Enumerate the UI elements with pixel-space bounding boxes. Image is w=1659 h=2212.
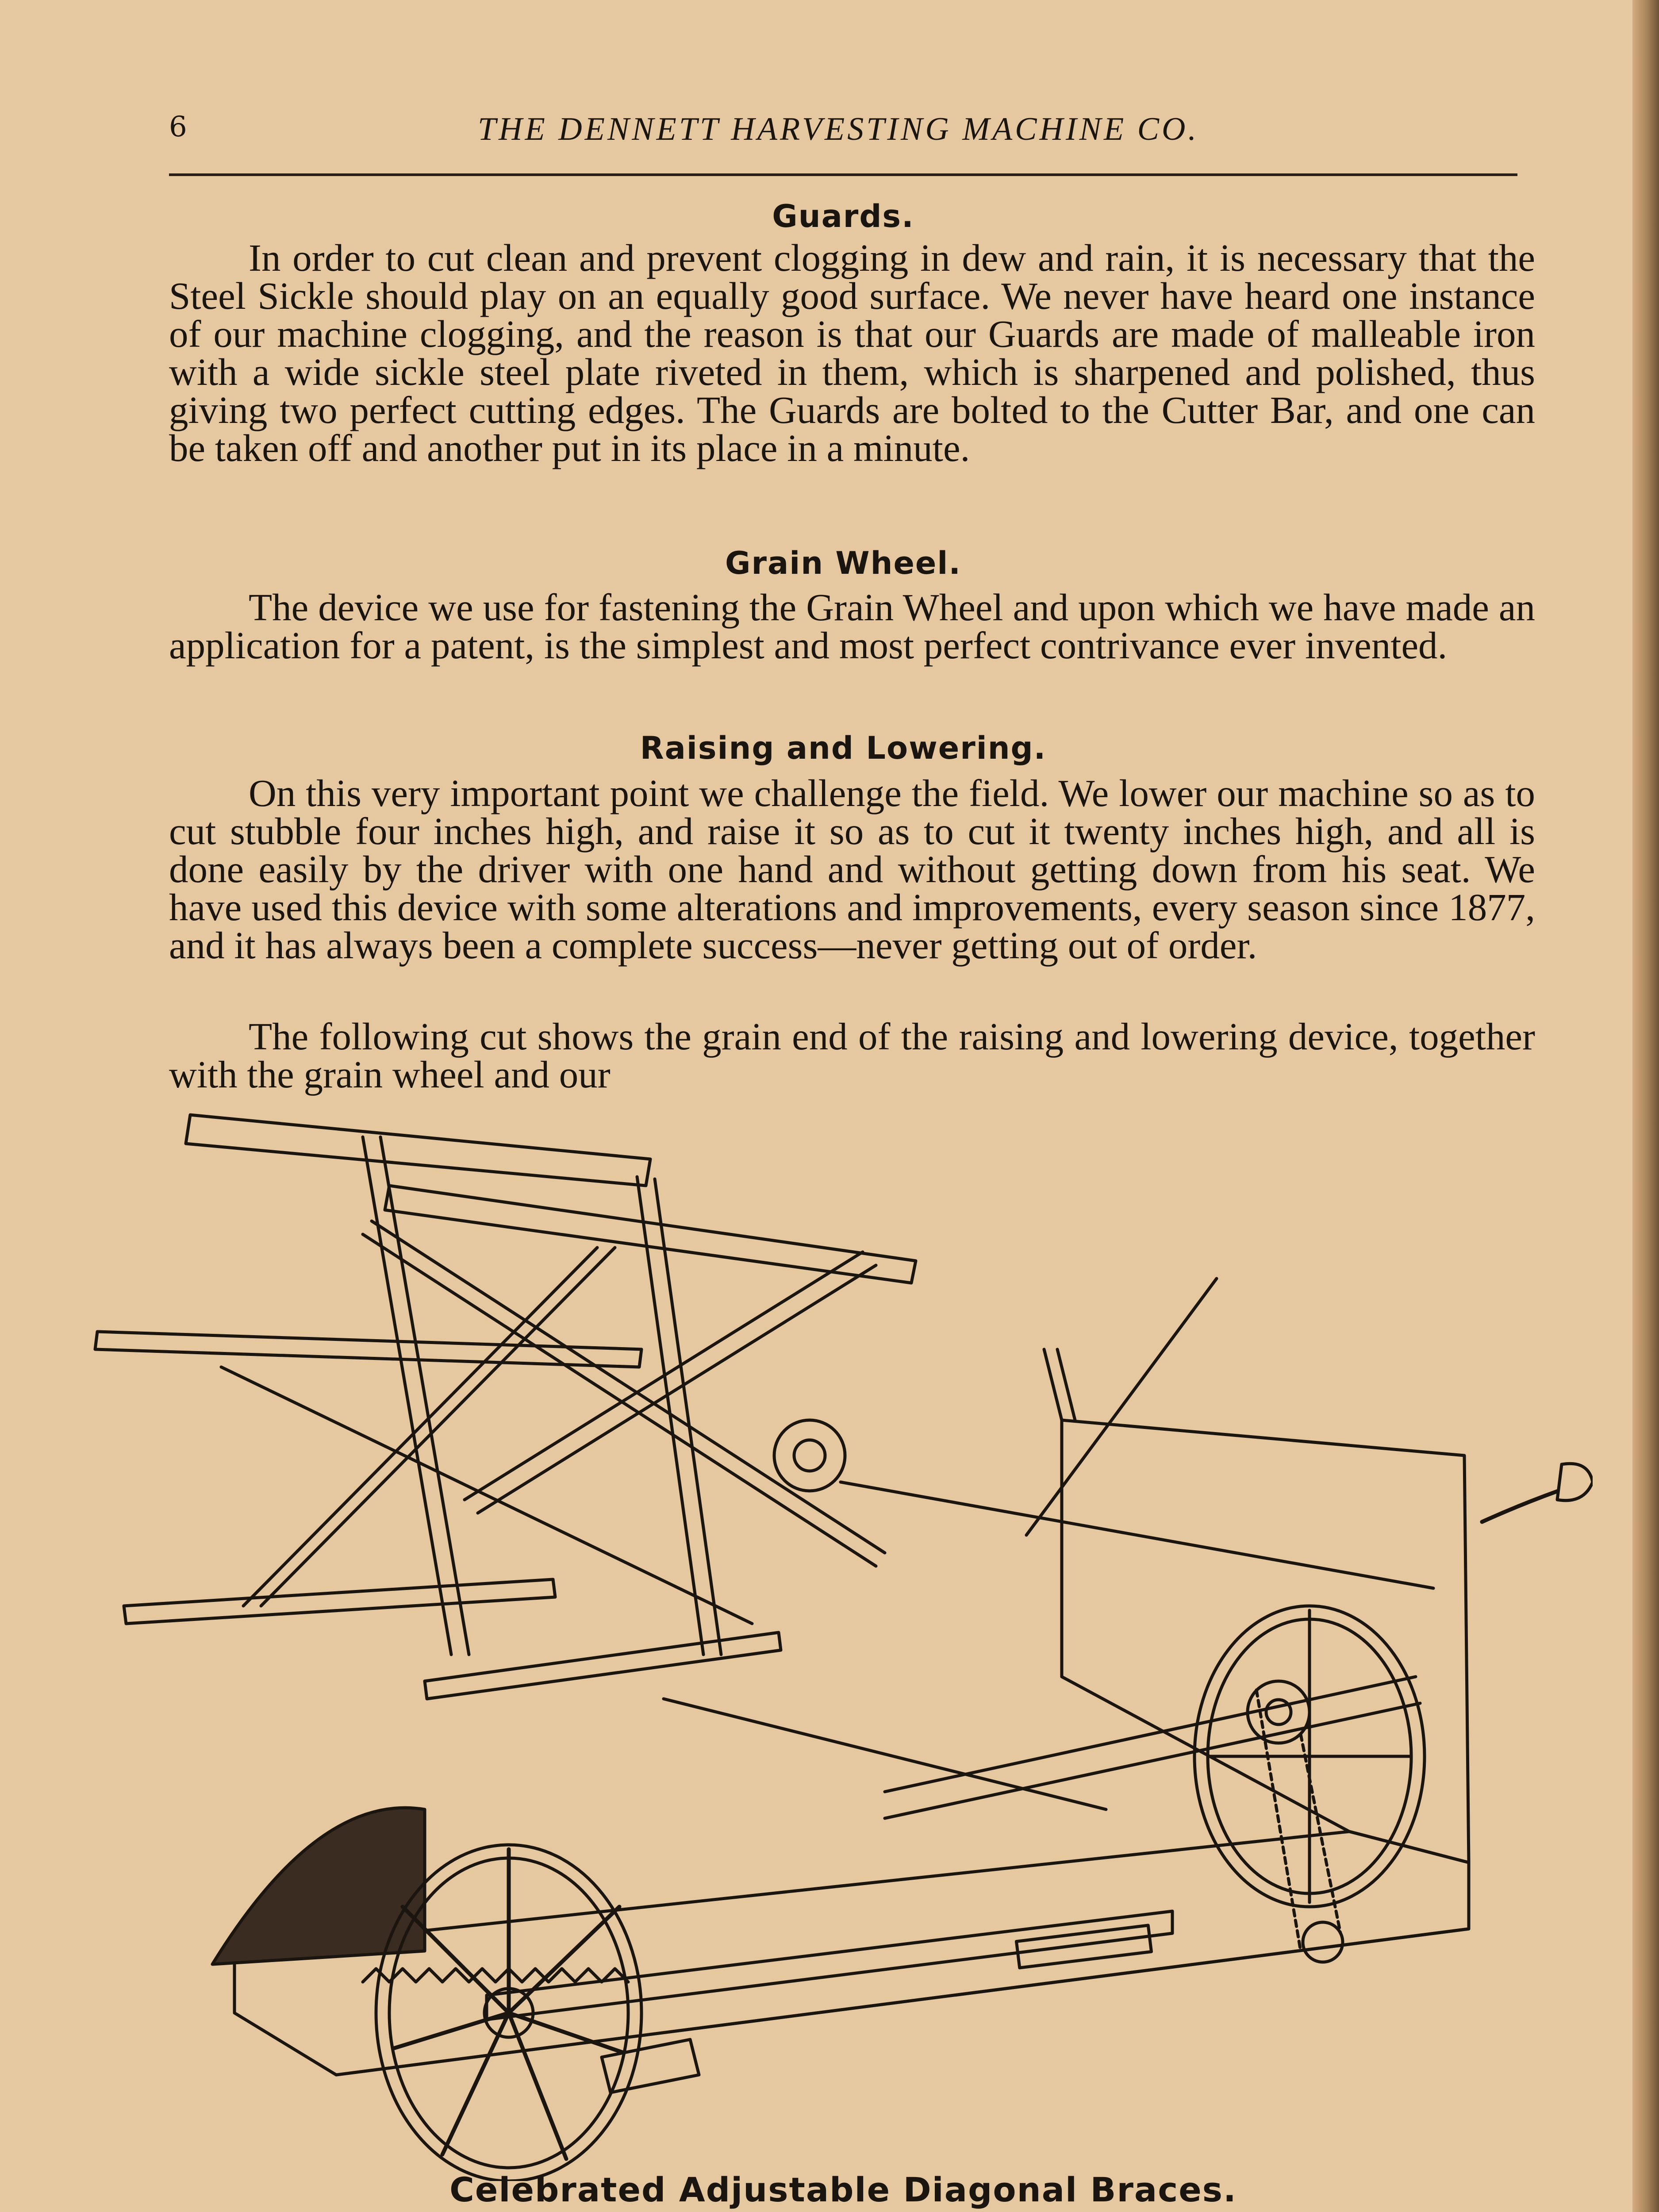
header-rule [169, 173, 1517, 176]
paragraph-grain-wheel: The device we use for fastening the Grain Wheel and upon which we have made an application for a patent, is the simplest and most perfect contrivance ever invented. [169, 586, 1535, 667]
grain-divider [212, 1808, 425, 1964]
reel-post-left [363, 1137, 451, 1655]
figure-caption: Celebrated Adjustable Diagonal Braces. [449, 2170, 1237, 2209]
section-heading-raising-lowering: Raising and Lowering. [640, 730, 1047, 766]
paragraph-guards: In order to cut clean and prevent clogging in dew and rain, it is necessary that the Steel Sickle should play on an equally good surface. We never have heard one instance of our machine clogging, and the reason is that our Guards are made of malleable iron with a wide sickle steel plate riveted in them, which is sharpened and polished, thus giving two perfect cutting edges. The Guards are bolted to the Cutter Bar, and one can be taken off and another put in its place in a minute. [169, 236, 1535, 469]
cutter-bar [487, 1911, 1172, 2020]
raising-lever [841, 1482, 1433, 1588]
reel-top-board [186, 1115, 650, 1186]
running-head-title: THE DENNETT HARVESTING MACHINE CO. [478, 111, 1199, 147]
page-number: 6 [169, 111, 187, 143]
reel-arm-bottom [425, 1632, 781, 1699]
front-plate [1016, 1925, 1151, 1968]
paragraph-following-cut: The following cut shows the grain end of the raising and lowering device, together with the grain wheel and our [169, 1015, 1535, 1096]
reel-sprocket [774, 1420, 845, 1491]
diagonal-brace-2 [885, 1703, 1420, 1818]
reel-arm-lower [124, 1579, 555, 1624]
page-gutter-shadow [1632, 0, 1659, 2212]
section-heading-grain-wheel: Grain Wheel. [725, 545, 961, 581]
harvester-engraving-illustration [88, 1102, 1593, 2181]
section-heading-guards: Guards. [772, 198, 914, 234]
sickle-teeth [363, 1969, 628, 1982]
paragraph-raising-lowering: On this very important point we challenge the field. We lower our machine so as to cut stubble four inches high, and raise it so as to cut it twenty inches high, and all is done easily by the driver with one hand and without getting down from his seat. We have used this device with some alterations and improvements, every season since 1877, and it has always been a complete success—never getting out of order. [169, 772, 1535, 967]
